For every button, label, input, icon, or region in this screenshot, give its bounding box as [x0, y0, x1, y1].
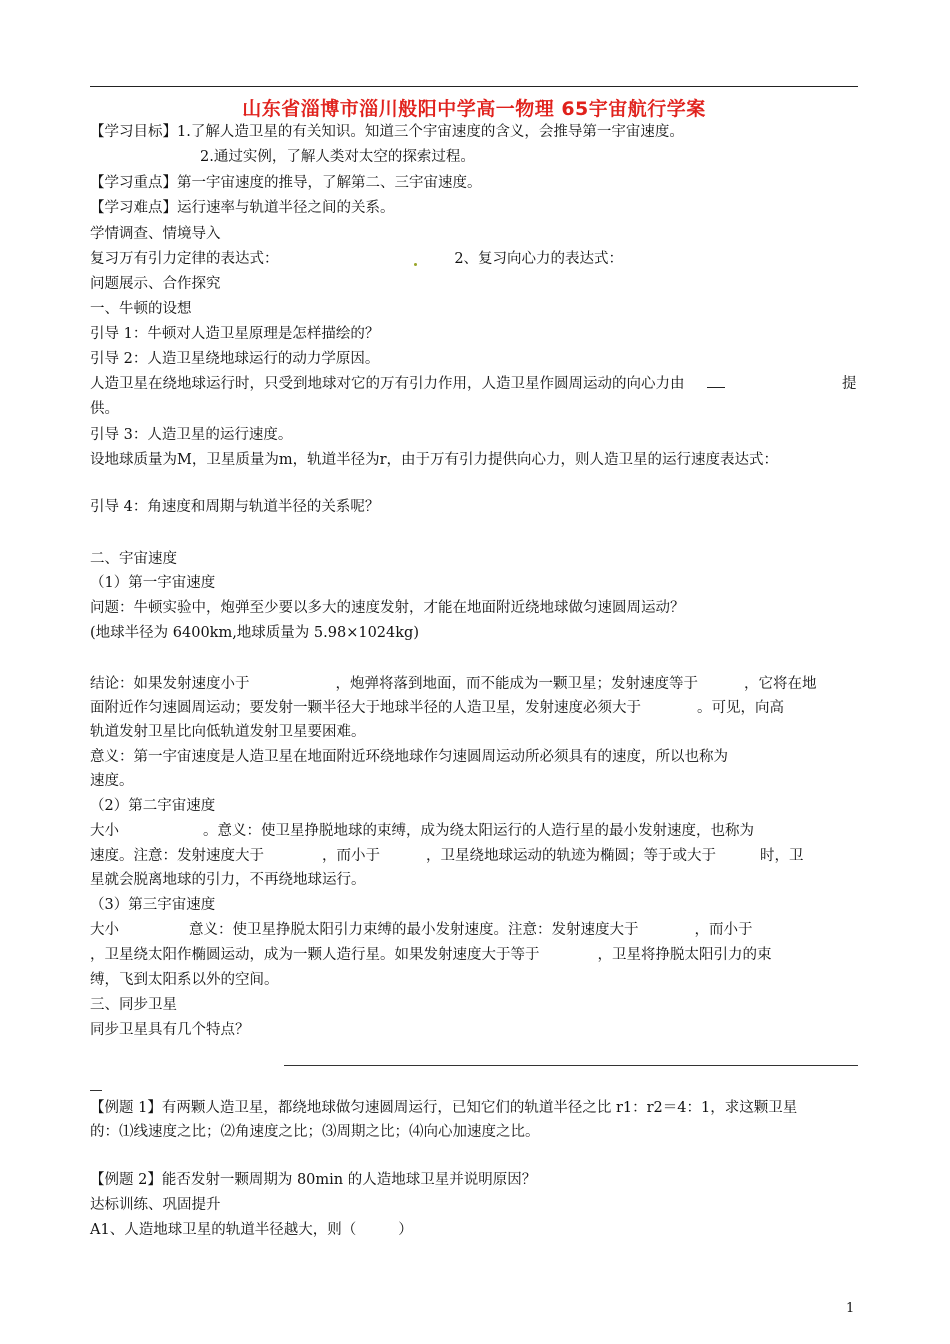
velocity-setup: 设地球质量为M，卫星质量为m，轨道半径为r，由于万有引力提供向心力，则人造卫星的运行速度表达式： — [90, 452, 779, 468]
conclusion-line-2: 面附近作匀速圆周运动；要发射一颗半径大于地球半径的人造卫星，发射速度必须大于 。可见，向高 — [90, 700, 784, 716]
second-velocity-line-2: 速度。注意：发射速度大于 ，而小于 ，卫星绕地球运动的轨迹为椭圆；等于或大于 时，卫 — [90, 848, 804, 864]
conclusion-line-3: 轨道发射卫星比向低轨道发射卫星要困难。 — [90, 724, 366, 740]
example-1-line-2: 的：⑴线速度之比；⑵角速度之比；⑶周期之比；⑷向心加速度之比。 — [90, 1124, 540, 1140]
difficulty: 【学习难点】运行速率与轨道半径之间的关系。 — [90, 200, 395, 216]
answer-line-continuation — [90, 1090, 102, 1091]
section1-heading: 一、牛顿的设想 — [90, 301, 192, 317]
page-number: 1 — [846, 1301, 855, 1316]
meaning-line-2: 速度。 — [90, 773, 134, 789]
intro-heading: 学情调查、情境导入 — [90, 226, 221, 242]
third-velocity-line-2: ，卫星绕太阳作椭圆运动，成为一颗人造行星。如果发射速度大于等于 ，卫星将挣脱太阳引力的束 — [90, 947, 772, 963]
earth-data: (地球半径为 6400km,地球质量为 5.98×1024kg) — [90, 625, 419, 641]
explore-heading: 问题展示、合作探究 — [90, 276, 221, 292]
page-title: 山东省淄博市淄川般阳中学高一物理 65宇宙航行学案 — [242, 98, 706, 120]
practice-a1: A1、人造地球卫星的轨道半径越大，则（ ） — [90, 1222, 413, 1238]
section3-heading: 三、同步卫星 — [90, 997, 177, 1013]
example-1-line-1: 【例题 1】有两颗人造卫星，都绕地球做匀速圆周运行，已知它们的轨道半径之比 r1：r2＝4：1，求这颗卫星 — [90, 1100, 798, 1116]
review-left: 复习万有引力定律的表达式： — [90, 251, 279, 267]
example-2: 【例题 2】能否发射一颗周期为 80min 的人造地球卫星并说明原因？ — [90, 1172, 537, 1188]
third-velocity-heading: （3）第三宇宙速度 — [90, 897, 216, 913]
second-velocity-heading: （2）第二宇宙速度 — [90, 798, 216, 814]
review-line — [90, 248, 623, 270]
conclusion-line-1: 结论：如果发射速度小于 ，炮弹将落到地面，而不能成为一颗卫星；发射速度等于 ，它将在地 — [90, 676, 817, 692]
first-velocity-question: 问题：牛顿实验中，炮弹至少要以多大的速度发射，才能在地面附近绕地球做匀速圆周运动？ — [90, 600, 685, 616]
meaning-line-1: 意义：第一宇宙速度是人造卫星在地面附近环绕地球作匀速圆周运动所必须具有的速度，所以也称为 — [90, 749, 728, 765]
header-rule — [90, 86, 858, 87]
review-right: 2、复习向心力的表达式： — [454, 251, 624, 267]
section2-heading: 二、宇宙速度 — [90, 551, 177, 567]
third-velocity-line-1: 大小 意义：使卫星挣脱太阳引力束缚的最小发射速度。注意：发射速度大于 ，而小于 — [90, 922, 753, 938]
sync-question: 同步卫星具有几个特点？ — [90, 1022, 250, 1038]
key-focus: 【学习重点】第一宇宙速度的推导，了解第二、三宇宙速度。 — [90, 175, 482, 191]
second-velocity-line-1: 大小 。意义：使卫星挣脱地球的束缚，成为绕太阳运行的人造行星的最小发射速度，也称为 — [90, 823, 754, 839]
guide-1: 引导 1：牛顿对人造卫星原理是怎样描绘的？ — [90, 326, 380, 342]
para-b: 供。 — [90, 401, 119, 417]
guide-3: 引导 3：人造卫星的运行速度。 — [90, 427, 293, 443]
bullet-dot — [414, 263, 417, 266]
first-velocity-heading: （1）第一宇宙速度 — [90, 575, 216, 591]
fill-blank — [707, 387, 725, 388]
guide-2: 引导 2：人造卫星绕地球运行的动力学原因。 — [90, 351, 380, 367]
para-a: 人造卫星在绕地球运行时，只受到地球对它的万有引力作用，人造卫星作圆周运动的向心力由 — [90, 373, 725, 395]
objectives-line-1: 【学习目标】1.了解人造卫星的有关知识。知道三个宇宙速度的含义，会推导第一宇宙速度。 — [90, 124, 684, 140]
objectives-line-2: 2.通过实例，了解人类对太空的探索过程。 — [200, 149, 475, 165]
third-velocity-line-3: 缚，飞到太阳系以外的空间。 — [90, 972, 279, 988]
answer-line — [284, 1065, 858, 1066]
guide-4: 引导 4：角速度和周期与轨道半径的关系呢？ — [90, 499, 380, 515]
practice-heading: 达标训练、巩固提升 — [90, 1197, 221, 1213]
second-velocity-line-3: 星就会脱离地球的引力，不再绕地球运行。 — [90, 872, 366, 888]
para-a-end: 提 — [842, 376, 857, 392]
